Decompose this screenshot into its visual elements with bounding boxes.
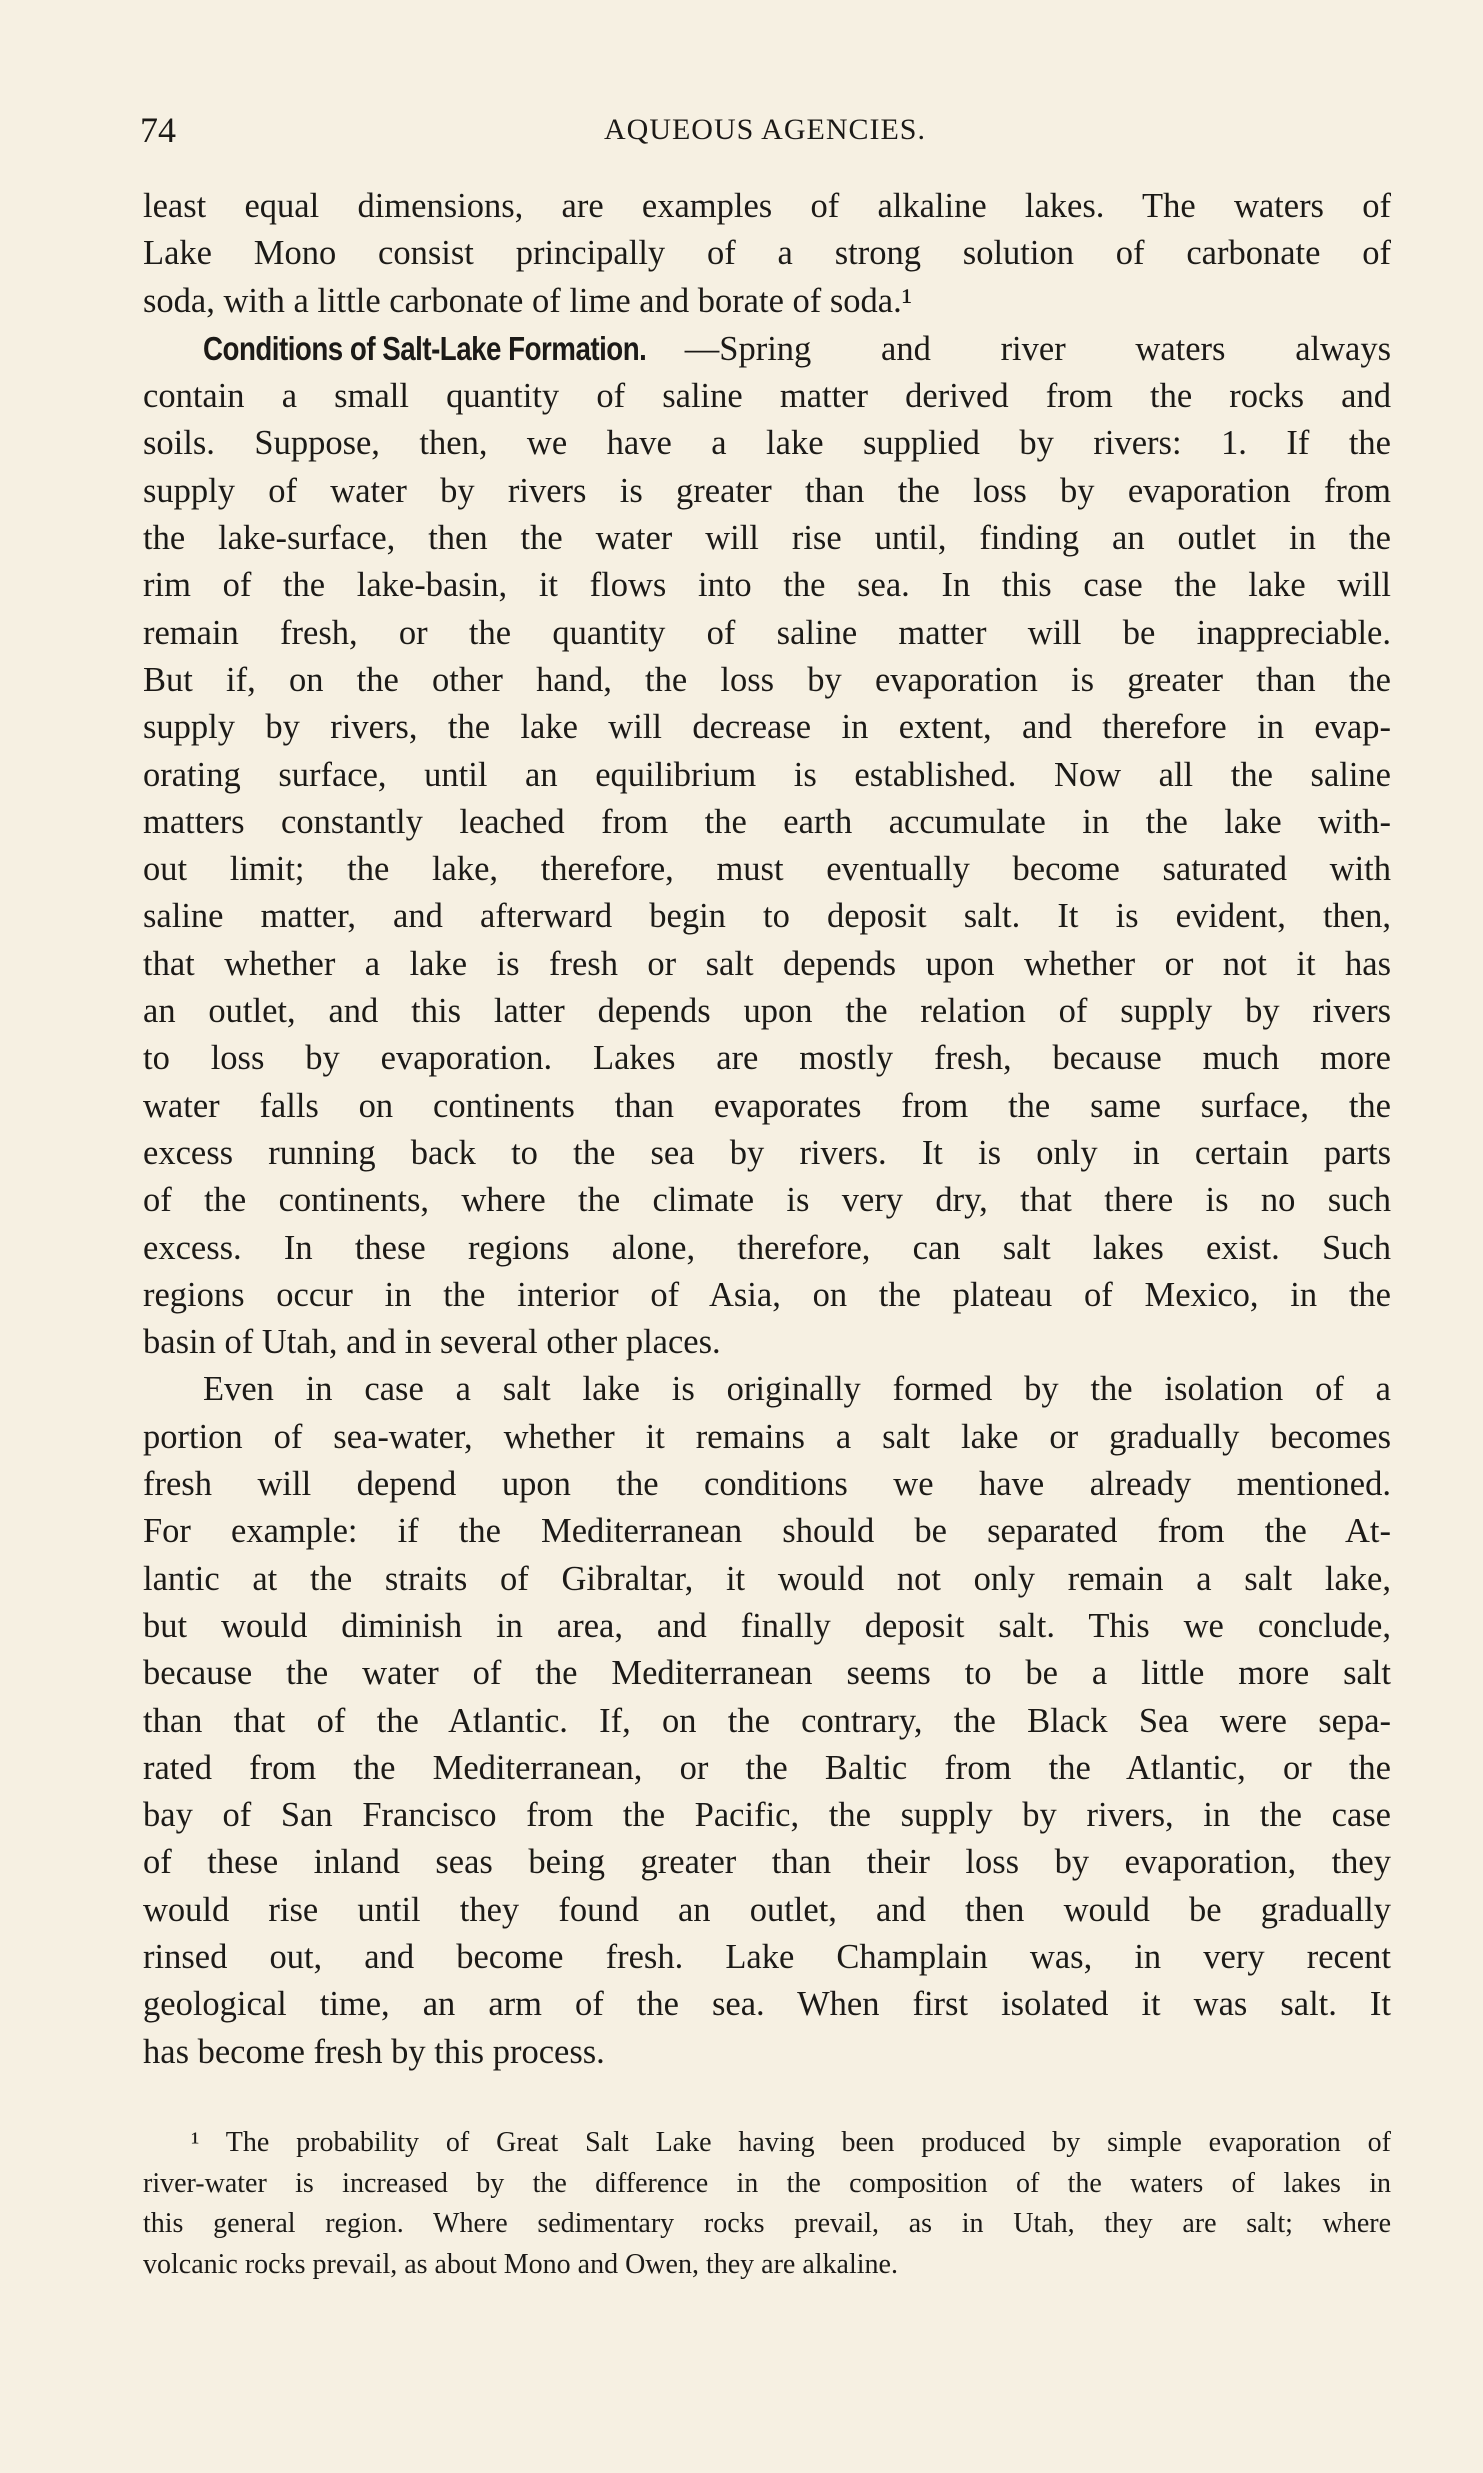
section-heading: Conditions of Salt-Lake Formation. [203,329,647,367]
text-line: regions occur in the interior of Asia, on the plateau of Mexico, in the [143,1275,1391,1314]
text-line: has become fresh by this process. [143,2032,605,2071]
text-line: least equal dimensions, are examples of alkaline lakes. The waters of [143,187,1391,225]
footnote-line: volcanic rocks prevail, as about Mono and Owen, they are alkaline. [143,2248,898,2280]
text-line: to loss by evaporation. Lakes are mostly fresh, because much more [143,1039,1391,1078]
text-line: of the continents, where the climate is very dry, that there is no such [143,1181,1391,1220]
page-header [140,100,1390,160]
footnote-1 [143,2123,1391,2164]
footnote-line: river-water is increased by the difference in the composition of the waters of lakes in [143,2167,1391,2199]
text-line: soda, with a little carbonate of lime and borate of soda.¹ [143,281,913,320]
text-line: basin of Utah, and in several other places. [143,1323,721,1362]
footnote-text: The probability of Great Salt Lake having been produced by simple evaporation of [225,2127,1391,2158]
text-line: rim of the lake-basin, it flows into the sea. In this case the lake will [143,566,1391,605]
body-text [143,183,1391,2076]
text-line: but would diminish in area, and finally deposit salt. This we conclude, [143,1606,1391,1645]
footnote-line: this general region. Where sedimentary rocks prevail, as in Utah, they are salt; where [143,2208,1391,2239]
text-line: geological time, an arm of the sea. When first isolated it was salt. It [143,1985,1391,2024]
text-line: the lake-surface, then the water will rise until, finding an outlet in the [143,519,1391,558]
text-line: than that of the Atlantic. If, on the contrary, the Black Sea were sepa- [143,1701,1391,1740]
text-line: excess. In these regions alone, therefore, can salt lakes exist. Such [143,1228,1391,1267]
text-line: bay of San Francisco from the Pacific, the supply by rivers, in the case [143,1796,1391,1835]
text-line: water falls on continents than evaporates from the same surface, the [143,1086,1391,1125]
text-line: saline matter, and afterward begin to deposit salt. It is evident, then, [143,897,1391,936]
text-line: rinsed out, and become fresh. Lake Champlain was, in very recent [143,1937,1391,1976]
text-line: orating surface, until an equilibrium is established. Now all the saline [143,755,1391,794]
running-head: AQUEOUS AGENCIES. [603,113,926,146]
footnotes [143,2123,1391,2285]
text-line: because the water of the Mediterranean seems to be a little more salt [143,1654,1391,1693]
text-line: out limit; the lake, therefore, must eventually become saturated with [143,850,1391,889]
paragraph-1 [143,183,1391,325]
text-line: excess running back to the sea by rivers. It is only in certain parts [143,1133,1391,1172]
text-line: soils. Suppose, then, we have a lake supplied by rivers: 1. If the [143,424,1391,463]
text-line: supply by rivers, the lake will decrease in extent, and therefore in evap- [143,708,1391,747]
footnote-marker: ¹ [191,2127,200,2158]
text-line: of these inland seas being greater than their loss by evaporation, they [143,1843,1391,1882]
text-line: an outlet, and this latter depends upon the relation of supply by rivers [143,992,1391,1031]
text-line: But if, on the other hand, the loss by evaporation is greater than the [143,660,1391,699]
page-number: 74 [140,110,176,150]
text-line: supply of water by rivers is greater than the loss by evaporation from [143,471,1391,510]
text-line: Even in case a salt lake is originally formed by the isolation of a [203,1370,1391,1409]
text-line: that whether a lake is fresh or salt depends upon whether or not it has [143,944,1391,983]
paragraph-2 [143,325,1391,1367]
text-line: Lake Mono consist principally of a strong solution of carbonate of [143,234,1391,273]
text-line: fresh will depend upon the conditions we have already mentioned. [143,1465,1391,1504]
text-line: rated from the Mediterranean, or the Baltic from the Atlantic, or the [143,1748,1391,1787]
footnote-line [143,2123,1391,2164]
text-line: For example: if the Mediterranean should be separated from the At- [143,1512,1391,1551]
text-line: portion of sea-water, whether it remains a salt lake or gradually becomes [143,1417,1391,1456]
text-line: remain fresh, or the quantity of saline matter will be inappreciable. [143,613,1391,652]
text-line: —Spring and river waters always [684,329,1391,368]
text-line-with-heading [143,325,1391,373]
text-line: lantic at the straits of Gibraltar, it would not only remain a salt lake, [143,1559,1391,1598]
text-line: contain a small quantity of saline matter derived from the rocks and [143,377,1391,416]
text-line: matters constantly leached from the earth accumulate in the lake with- [143,802,1391,841]
paragraph-3 [143,1366,1391,2075]
text-line: would rise until they found an outlet, and then would be gradually [143,1890,1391,1929]
